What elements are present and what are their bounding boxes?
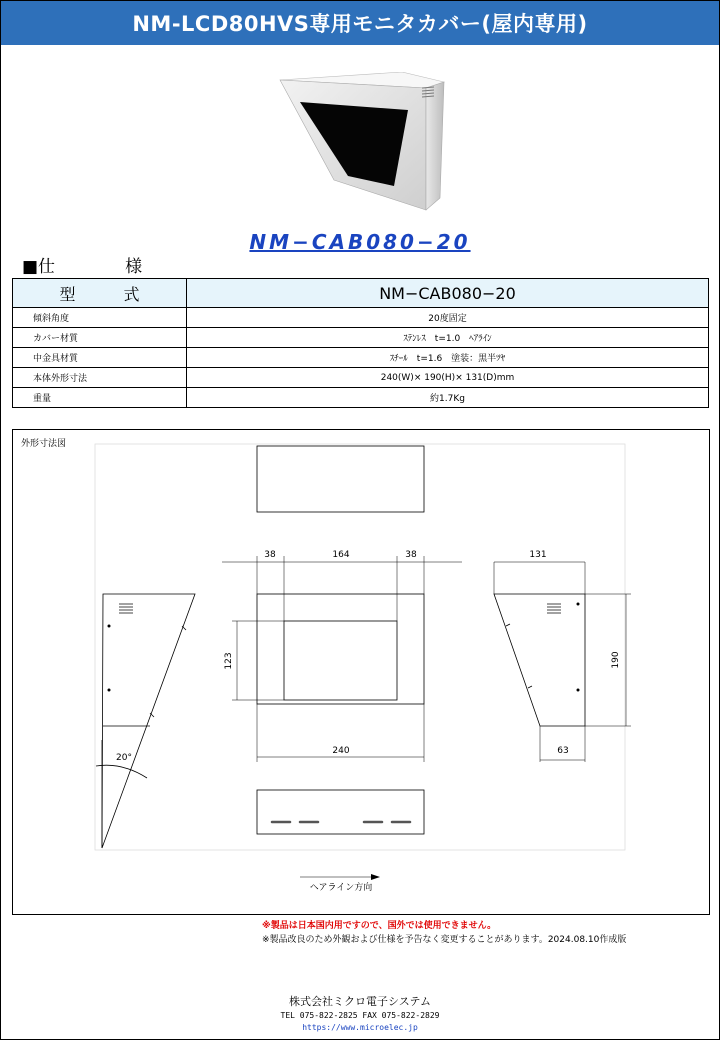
notes [262, 919, 626, 947]
direction-label: ヘアライン方向 [309, 883, 373, 893]
spec-row-label: 傾斜角度 [13, 308, 187, 328]
model-value-cell: NM−CAB080−20 [187, 279, 709, 308]
company-name: 株式会社ミクロ電子システム [289, 995, 431, 1008]
spec-row-value: ｽﾁｰﾙ t=1.6 塗装：黒半ﾂﾔ [187, 348, 709, 368]
dim-label-63: 63 [557, 746, 569, 756]
model-label-cell: 型 式 [13, 279, 187, 308]
spec-row-value: 240(W)× 190(H)× 131(D)mm [187, 368, 709, 388]
dim-label-38-left: 38 [264, 550, 276, 560]
front-dimensions [222, 556, 462, 762]
spec-row-value: 約1.7Kg [187, 388, 709, 408]
top-view [257, 446, 424, 512]
dim-label-38-right: 38 [405, 550, 417, 560]
product-model-heading: NM−CAB080−20 [249, 230, 471, 254]
export-warning: ※製品は日本国内用ですので、国外では使用できません。 [262, 921, 497, 931]
vent-slots-left [119, 604, 133, 613]
spec-row-value: ｽﾃﾝﾚｽ t=1.0 ﾍｱﾗｲﾝ [187, 328, 709, 348]
spec-change-notice: ※製品改良のため外観および仕様を予告なく変更することがあります。2024.08.10作成版 [262, 935, 627, 945]
dim-label-164: 164 [332, 550, 350, 560]
phone-fax: TEL 075-822-2825 FAX 075-822-2829 [280, 1011, 440, 1020]
vent-slots-right [547, 604, 561, 613]
spec-row-value: 20度固定 [187, 308, 709, 328]
spec-row-label: カバー材質 [13, 328, 187, 348]
page-title-text: NM-LCD80HVS専用モニタカバー(屋内専用) [132, 12, 588, 36]
spec-label-a: ■仕 [22, 257, 56, 277]
contact-info [0, 1010, 720, 1034]
drawing-label: 外形寸法図 [21, 439, 67, 449]
bottom-view [257, 790, 424, 834]
website-link[interactable]: https://www.microelec.jp [302, 1023, 418, 1032]
dim-label-240: 240 [332, 746, 350, 756]
front-view [257, 594, 424, 704]
spec-row-label: 重量 [13, 388, 187, 408]
spec-label-b: 様 [125, 257, 143, 277]
dim-label-131: 131 [529, 550, 547, 560]
spec-row-label: 本体外形寸法 [13, 368, 187, 388]
left-side-view [96, 594, 195, 848]
angle-label: 20° [116, 753, 132, 763]
spec-row-label: 中金具材質 [13, 348, 187, 368]
right-side-view [494, 594, 585, 726]
dim-label-190: 190 [611, 651, 621, 669]
direction-arrow-icon [371, 874, 380, 880]
dim-label-123: 123 [224, 652, 234, 670]
